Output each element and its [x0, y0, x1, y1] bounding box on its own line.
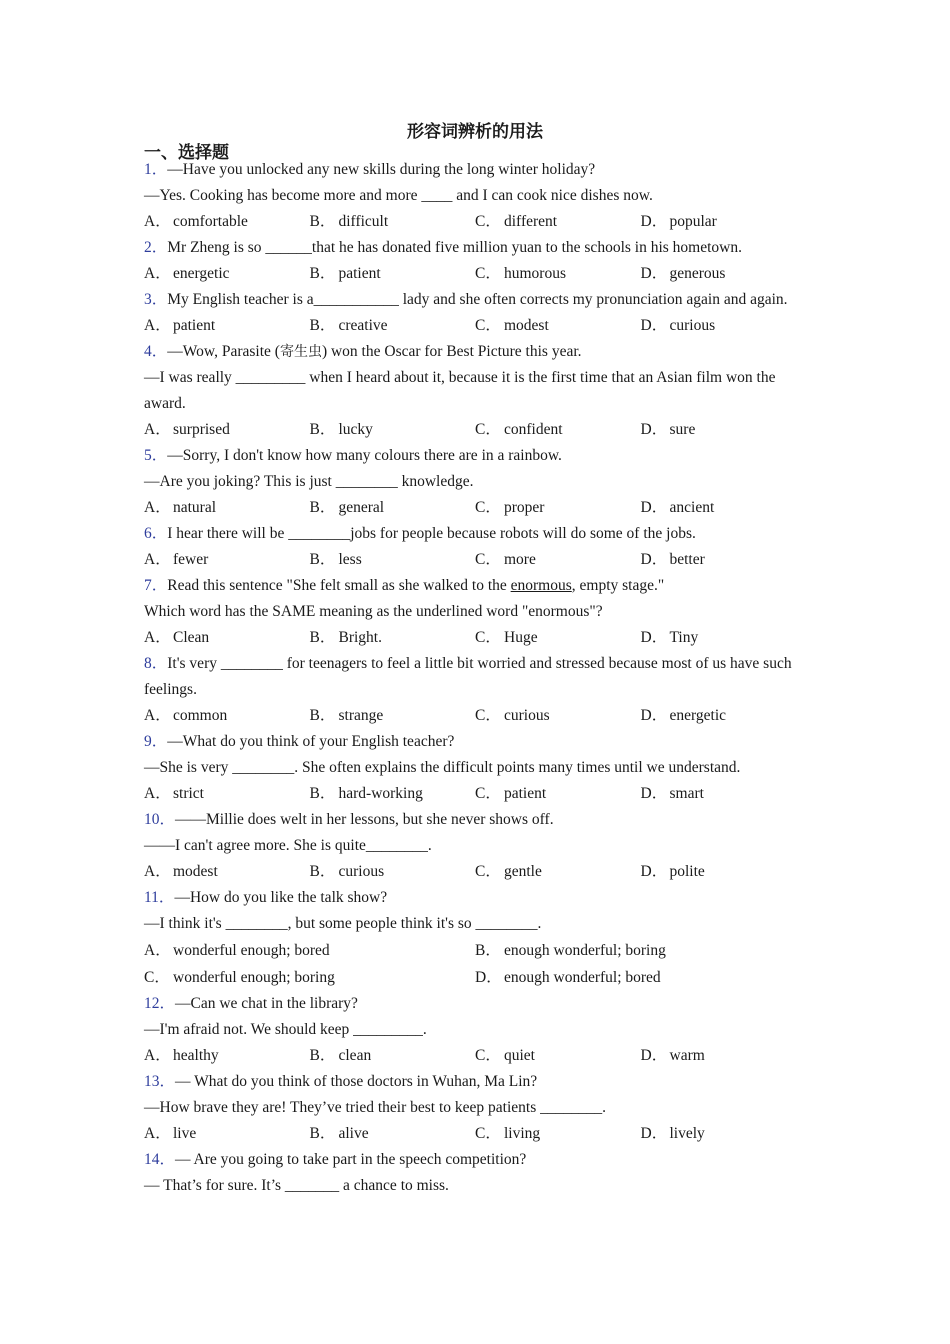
option-d[interactable] [641, 313, 807, 339]
option-a[interactable] [144, 495, 310, 521]
question-number: 10． [144, 811, 176, 828]
chinese-gloss: 寄生虫 [279, 344, 322, 360]
option-text: enough wonderful; bored [504, 969, 661, 986]
option-d[interactable] [641, 781, 807, 807]
option-letter: D． [640, 317, 668, 334]
option-letter: B． [309, 213, 336, 230]
question-stem [144, 729, 808, 755]
question-2 [144, 235, 808, 287]
option-c[interactable] [475, 781, 641, 807]
question-text: Read this sentence "She felt small as she walked to the [167, 577, 511, 594]
option-letter: C． [475, 1047, 501, 1064]
question-11 [144, 885, 808, 991]
question-stem [144, 443, 808, 469]
option-text: wonderful enough; bored [173, 942, 330, 959]
option-letter: B． [309, 1047, 336, 1064]
answer-options [144, 261, 808, 287]
question-response-line: —Yes. Cooking has become more and more ____ and I can cook nice dishes now. [144, 187, 653, 204]
question-text: — What do you think of those doctors in Wuhan, Ma Lin? [175, 1073, 538, 1090]
option-letter: C． [144, 969, 170, 986]
question-7 [144, 573, 808, 651]
option-b[interactable] [310, 261, 476, 287]
option-b[interactable] [310, 1121, 476, 1147]
option-text: lively [669, 1125, 705, 1142]
question-stem [144, 991, 808, 1017]
option-letter: A． [144, 551, 171, 568]
option-c[interactable] [475, 313, 641, 339]
question-12 [144, 991, 808, 1069]
question-text: —What do you think of your English teacher? [167, 733, 455, 750]
option-c[interactable] [475, 261, 641, 287]
option-text: general [338, 499, 385, 516]
answer-options [144, 964, 808, 991]
answer-options [144, 313, 808, 339]
question-text: —Wow, Parasite ( [167, 343, 280, 360]
option-letter: A． [144, 1125, 171, 1142]
option-c[interactable] [475, 547, 641, 573]
option-a[interactable] [144, 261, 310, 287]
option-text: popular [669, 213, 717, 230]
option-d[interactable] [475, 964, 806, 991]
question-text: , empty stage." [571, 577, 665, 594]
option-text: curious [338, 863, 385, 880]
option-text: hard-working [338, 785, 423, 802]
question-response-line: ——I can't agree more. She is quite________. [144, 837, 432, 854]
option-b[interactable] [310, 781, 476, 807]
question-text: —Can we chat in the library? [175, 995, 358, 1012]
option-text: enough wonderful; boring [504, 942, 666, 959]
question-stem [144, 573, 808, 599]
question-9 [144, 729, 808, 807]
option-text: strict [173, 785, 204, 802]
question-response-line: —I was really _________ when I heard about it, because it is the first time that an Asian film won the award. [144, 369, 776, 412]
question-list [144, 157, 808, 1199]
question-stem [144, 885, 808, 911]
question-text: I hear there will be ________jobs for people because robots will do some of the jobs. [167, 525, 696, 542]
option-text: Huge [504, 629, 538, 646]
question-number: 3． [144, 291, 168, 308]
option-text: different [504, 213, 558, 230]
option-c[interactable] [144, 964, 475, 991]
option-b[interactable] [310, 1043, 476, 1069]
question-prompt-line: Which word has the SAME meaning as the underlined word "enormous"? [144, 603, 603, 620]
question-number: 14． [144, 1151, 176, 1168]
option-letter: D． [640, 629, 668, 646]
question-text: Mr Zheng is so ______that he has donated five million yuan to the schools in his hometown. [167, 239, 742, 256]
option-b[interactable] [310, 703, 476, 729]
option-letter: B． [309, 265, 336, 282]
option-d[interactable] [641, 261, 807, 287]
option-c[interactable] [475, 625, 641, 651]
option-letter: A． [144, 213, 171, 230]
option-letter: C． [475, 317, 501, 334]
option-c[interactable] [475, 495, 641, 521]
option-a[interactable] [144, 625, 310, 651]
option-letter: B． [309, 421, 336, 438]
question-14 [144, 1147, 808, 1199]
option-text: energetic [669, 707, 727, 724]
option-letter: B． [309, 785, 336, 802]
question-6 [144, 521, 808, 573]
question-1 [144, 157, 808, 235]
question-stem [144, 287, 808, 313]
option-letter: A． [144, 707, 171, 724]
question-number: 4． [144, 343, 168, 360]
option-letter: C． [475, 551, 501, 568]
option-letter: C． [475, 1125, 501, 1142]
option-letter: A． [144, 265, 171, 282]
option-text: polite [669, 863, 705, 880]
question-number: 6． [144, 525, 168, 542]
option-letter: A． [144, 785, 171, 802]
question-text: ——Millie does welt in her lessons, but she never shows off. [175, 811, 554, 828]
option-letter: B． [309, 707, 336, 724]
option-a[interactable] [144, 313, 310, 339]
option-letter: D． [640, 1125, 668, 1142]
option-text: more [504, 551, 536, 568]
option-text: sure [669, 421, 696, 438]
answer-options [144, 417, 808, 443]
option-letter: D． [640, 499, 668, 516]
option-letter: C． [475, 213, 501, 230]
option-a[interactable] [144, 781, 310, 807]
option-a[interactable] [144, 417, 310, 443]
option-a[interactable] [144, 859, 310, 885]
option-letter: D． [640, 785, 668, 802]
answer-options [144, 1121, 808, 1147]
answer-options [144, 937, 808, 964]
option-text: comfortable [173, 213, 248, 230]
option-text: less [338, 551, 362, 568]
option-letter: B． [309, 551, 336, 568]
option-letter: D． [475, 969, 502, 986]
option-letter: D． [640, 551, 668, 568]
question-response-line: —I think it's ________, but some people think it's so ________. [144, 915, 542, 932]
question-response-line: — That’s for sure. It’s _______ a chance to miss. [144, 1177, 449, 1194]
option-text: better [669, 551, 705, 568]
question-response-line: —I'm afraid not. We should keep _________. [144, 1021, 427, 1038]
option-text: live [173, 1125, 197, 1142]
option-text: energetic [173, 265, 230, 282]
option-text: Clean [173, 629, 210, 646]
option-letter: C． [475, 499, 501, 516]
option-b[interactable] [310, 313, 476, 339]
option-d[interactable] [641, 417, 807, 443]
option-letter: D． [640, 863, 668, 880]
option-b[interactable] [310, 495, 476, 521]
option-letter: A． [144, 421, 171, 438]
question-text: —Have you unlocked any new skills during the long winter holiday? [167, 161, 596, 178]
question-stem [144, 651, 808, 703]
option-d[interactable] [641, 547, 807, 573]
question-10 [144, 807, 808, 885]
option-text: patient [504, 785, 547, 802]
option-text: lucky [338, 421, 373, 438]
question-text: —How do you like the talk show? [174, 889, 388, 906]
option-text: fewer [173, 551, 209, 568]
option-letter: D． [640, 421, 668, 438]
option-text: modest [173, 863, 218, 880]
option-text: patient [173, 317, 216, 334]
question-response-line: —She is very ________. She often explains the difficult points many times until we understand. [144, 759, 741, 776]
question-number: 2． [144, 239, 168, 256]
option-b[interactable] [310, 547, 476, 573]
option-c[interactable] [475, 859, 641, 885]
option-letter: A． [144, 1047, 171, 1064]
option-text: natural [173, 499, 217, 516]
question-number: 5． [144, 447, 168, 464]
option-d[interactable] [641, 625, 807, 651]
option-b[interactable] [475, 937, 806, 964]
option-text: strange [338, 707, 384, 724]
question-response-line: —Are you joking? This is just ________ knowledge. [144, 473, 474, 490]
option-text: common [173, 707, 228, 724]
option-letter: A． [144, 942, 171, 959]
option-text: living [504, 1125, 541, 1142]
question-number: 11． [144, 889, 175, 906]
option-c[interactable] [475, 209, 641, 235]
question-stem [144, 157, 808, 183]
option-a[interactable] [144, 547, 310, 573]
option-b[interactable] [310, 625, 476, 651]
option-letter: B． [309, 317, 336, 334]
option-text: difficult [338, 213, 389, 230]
option-text: curious [669, 317, 716, 334]
question-text: My English teacher is a___________ lady and she often corrects my pronunciation again and again. [167, 291, 788, 308]
option-a[interactable] [144, 937, 475, 964]
option-b[interactable] [310, 417, 476, 443]
option-c[interactable] [475, 1043, 641, 1069]
option-c[interactable] [475, 417, 641, 443]
question-4 [144, 339, 808, 443]
option-b[interactable] [310, 209, 476, 235]
question-response-line: —How brave they are! They’ve tried their best to keep patients ________. [144, 1099, 606, 1116]
option-letter: C． [475, 707, 501, 724]
option-c[interactable] [475, 703, 641, 729]
answer-options [144, 209, 808, 235]
question-stem [144, 339, 808, 365]
option-letter: D． [640, 213, 668, 230]
option-letter: C． [475, 863, 501, 880]
question-stem [144, 235, 808, 261]
option-letter: C． [475, 785, 501, 802]
option-text: Tiny [669, 629, 699, 646]
option-a[interactable] [144, 703, 310, 729]
option-letter: A． [144, 863, 171, 880]
answer-options [144, 859, 808, 885]
question-number: 13． [144, 1073, 176, 1090]
question-number: 7． [144, 577, 168, 594]
option-letter: A． [144, 317, 171, 334]
question-number: 12． [144, 995, 176, 1012]
option-text: confident [504, 421, 563, 438]
option-letter: C． [475, 421, 501, 438]
option-letter: B． [309, 1125, 336, 1142]
option-a[interactable] [144, 209, 310, 235]
option-text: ancient [669, 499, 715, 516]
option-letter: D． [640, 265, 668, 282]
question-3 [144, 287, 808, 339]
question-8 [144, 651, 808, 729]
option-a[interactable] [144, 1043, 310, 1069]
option-d[interactable] [641, 495, 807, 521]
option-a[interactable] [144, 1121, 310, 1147]
option-text: generous [669, 265, 726, 282]
option-text: alive [338, 1125, 369, 1142]
question-text: It's very ________ for teenagers to feel a little bit worried and stressed because most of us have such feelings. [144, 655, 792, 698]
question-text: — Are you going to take part in the speech competition? [175, 1151, 527, 1168]
question-number: 1． [144, 161, 168, 178]
answer-options [144, 547, 808, 573]
answer-options [144, 703, 808, 729]
option-text: modest [504, 317, 549, 334]
option-text: smart [669, 785, 704, 802]
question-stem [144, 1069, 808, 1095]
option-letter: B． [309, 863, 336, 880]
option-text: healthy [173, 1047, 219, 1064]
question-stem [144, 521, 808, 547]
option-b[interactable] [310, 859, 476, 885]
option-d[interactable] [641, 1043, 807, 1069]
option-text: creative [338, 317, 388, 334]
option-text: clean [338, 1047, 372, 1064]
section-heading: 一、选择题 [144, 143, 229, 163]
answer-options [144, 781, 808, 807]
option-letter: B． [475, 942, 501, 959]
answer-options [144, 625, 808, 651]
question-number: 8． [144, 655, 168, 672]
option-text: gentle [504, 863, 542, 880]
option-text: warm [669, 1047, 705, 1064]
option-letter: C． [475, 265, 501, 282]
option-letter: D． [640, 1047, 668, 1064]
option-text: patient [338, 265, 381, 282]
option-text: surprised [173, 421, 230, 438]
question-text: —Sorry, I don't know how many colours there are in a rainbow. [167, 447, 562, 464]
option-text: humorous [504, 265, 566, 282]
question-13 [144, 1069, 808, 1147]
option-d[interactable] [641, 1121, 807, 1147]
question-stem [144, 807, 808, 833]
option-d[interactable] [641, 859, 807, 885]
question-5 [144, 443, 808, 521]
answer-options [144, 495, 808, 521]
answer-options [144, 1043, 808, 1069]
option-text: quiet [504, 1047, 535, 1064]
underlined-word: enormous [510, 577, 572, 594]
question-stem [144, 1147, 808, 1173]
option-letter: C． [475, 629, 501, 646]
option-letter: A． [144, 499, 171, 516]
option-d[interactable] [641, 209, 807, 235]
option-c[interactable] [475, 1121, 641, 1147]
option-text: curious [504, 707, 550, 724]
option-text: proper [504, 499, 545, 516]
option-d[interactable] [641, 703, 807, 729]
page-title: 形容词辨析的用法 [407, 122, 543, 142]
option-letter: B． [309, 629, 336, 646]
question-text: ) won the Oscar for Best Picture this year. [321, 343, 582, 360]
option-letter: D． [640, 707, 668, 724]
option-letter: A． [144, 629, 171, 646]
question-number: 9． [144, 733, 168, 750]
option-text: Bright. [338, 629, 382, 646]
option-text: wonderful enough; boring [173, 969, 335, 986]
option-letter: B． [309, 499, 336, 516]
